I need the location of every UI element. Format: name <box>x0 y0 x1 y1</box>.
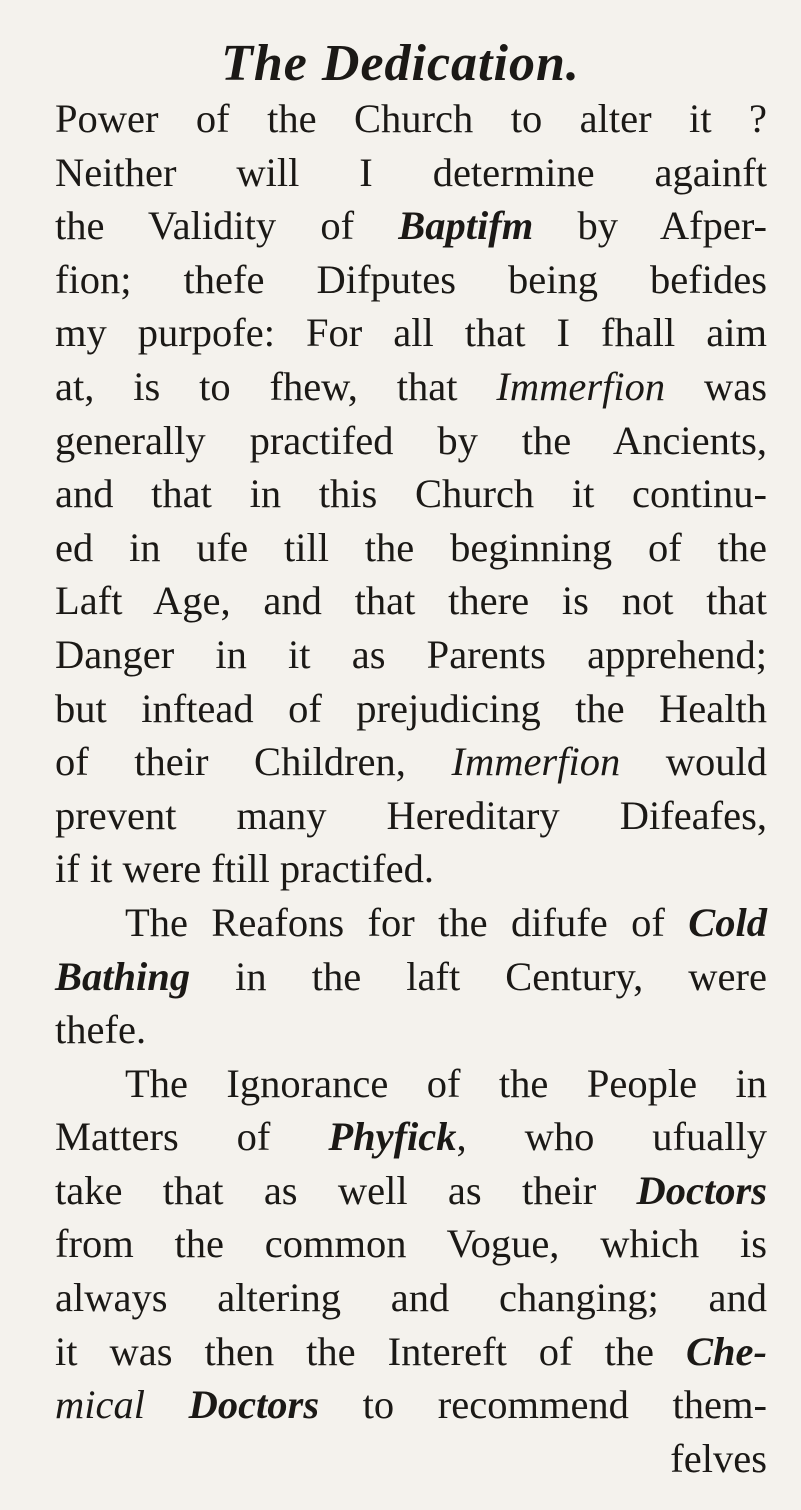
text-run <box>145 1382 189 1427</box>
text-line <box>55 146 767 200</box>
text-run: it was then the Intereft of the <box>55 1328 686 1374</box>
catchword <box>55 1432 767 1486</box>
text-run: mical <box>55 1382 145 1428</box>
text-run: Doctors <box>636 1167 767 1213</box>
text-run: fion; thefe Difputes being befides <box>55 256 767 302</box>
text-run: my purpofe: For all that I fhall aim <box>55 310 767 356</box>
text-run: The Ignorance of the People in <box>125 1060 767 1106</box>
text-line <box>55 896 767 950</box>
text-line <box>55 842 767 896</box>
text-line <box>55 1271 767 1325</box>
text-line <box>55 92 767 146</box>
text-line <box>55 628 767 682</box>
text-run: Doctors <box>188 1382 320 1428</box>
text-line <box>55 253 767 307</box>
text-run: Baptifm <box>398 203 534 249</box>
text-run: take that as well as their <box>55 1167 637 1213</box>
body-text <box>55 92 767 1485</box>
text-run: Cold <box>688 899 767 945</box>
running-header: The Dedication. <box>221 35 580 92</box>
text-run: and that in this Church it continu- <box>55 471 767 517</box>
text-run: Immerfion <box>451 739 621 785</box>
text-run: The Reafons for the difufe of <box>125 899 689 945</box>
text-run: Bathing <box>55 953 191 999</box>
text-run: the Validity of <box>55 203 399 249</box>
text-run: felves <box>670 1435 767 1481</box>
text-run: generally practifed by the Ancients, <box>55 417 767 463</box>
text-run: Laft Age, and that there is not that <box>55 578 767 624</box>
text-line <box>55 1057 767 1111</box>
text-run: from the common Vogue, which is <box>55 1221 767 1267</box>
text-run: Danger in it as Parents apprehend; <box>55 631 767 677</box>
text-line <box>55 1164 767 1218</box>
text-run: always altering and changing; and <box>55 1275 767 1321</box>
text-line <box>55 1325 767 1379</box>
text-run: but inftead of prejudicing the Health <box>55 685 767 731</box>
text-run: if it were ftill practifed. <box>55 846 434 892</box>
text-run: in the laft Century, were <box>190 953 767 999</box>
text-line <box>55 360 767 414</box>
text-run: would <box>620 739 768 785</box>
text-run: to recommend them- <box>319 1382 767 1428</box>
text-line <box>55 414 767 468</box>
text-line <box>55 789 767 843</box>
text-run: Power of the Church to alter it ? <box>55 96 767 141</box>
text-run: , who ufually <box>456 1114 768 1160</box>
text-line <box>55 467 767 521</box>
text-line <box>55 199 767 253</box>
text-run: of their Children, <box>55 739 452 785</box>
text-run: by Afper- <box>533 203 767 249</box>
text-line <box>55 1003 767 1057</box>
text-line <box>55 574 767 628</box>
text-run: Matters of <box>55 1114 329 1160</box>
text-line <box>55 735 767 789</box>
text-line <box>55 1378 767 1432</box>
text-run: prevent many Hereditary Difeafes, <box>55 792 767 838</box>
text-run: Che- <box>686 1328 767 1374</box>
text-line <box>55 306 767 360</box>
text-run: thefe. <box>55 1007 147 1053</box>
text-line <box>55 521 767 575</box>
text-line <box>55 682 767 736</box>
text-run: was <box>665 363 767 409</box>
text-run: Phyfick <box>328 1114 457 1160</box>
text-run: Immerfion <box>496 363 666 409</box>
text-run: ed in ufe till the beginning of the <box>55 524 767 570</box>
text-line <box>55 1110 767 1164</box>
text-run: Neither will I determine againft <box>55 149 767 195</box>
text-run: at, is to fhew, that <box>55 363 497 409</box>
text-line <box>55 1217 767 1271</box>
text-line <box>55 950 767 1004</box>
